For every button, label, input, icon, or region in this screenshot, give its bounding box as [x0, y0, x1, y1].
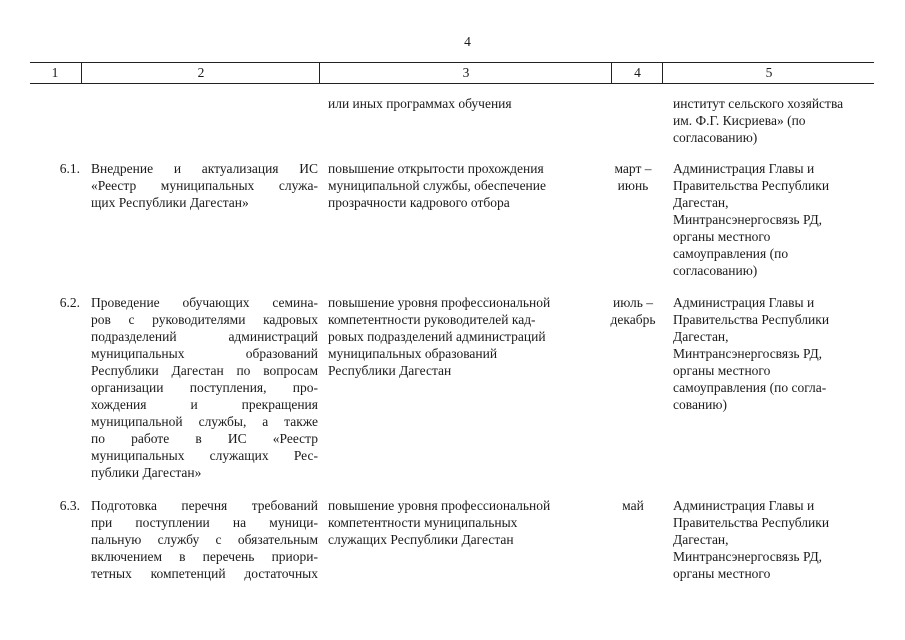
text-line: повышение открытости прохождения [328, 161, 544, 176]
text-line: повышение уровня профессиональной [328, 295, 551, 310]
text-line: организации поступления, про- [91, 380, 318, 395]
text-line: сованию) [673, 397, 727, 412]
text-line: Правительства Республики [673, 178, 830, 193]
text-line: щих Республики Дагестан» [91, 195, 249, 210]
page-number: 4 [464, 34, 471, 49]
text-line: муниципальных образований [328, 346, 498, 361]
text-line: самоуправления (по согла- [673, 380, 827, 395]
text-line: компетентности руководителей кад- [328, 312, 536, 327]
text-line: Подготовка перечня требований [91, 498, 318, 513]
row-term [597, 160, 669, 194]
text-line: включением в перечень приори- [91, 549, 318, 564]
text-line: согласованию) [673, 263, 758, 278]
row-term [597, 294, 669, 328]
text-line: май [622, 498, 644, 513]
text-line: пальную службу с обязательным [91, 532, 318, 547]
text-line: институт сельского хозяйства [673, 96, 844, 111]
text-line: хождения и прекращения [91, 397, 318, 412]
text-line: прозрачности кадрового отбора [328, 195, 510, 210]
header-col-3: 3 [319, 63, 612, 83]
row-goal [328, 497, 590, 548]
text-line: Проведение обучающих семина- [91, 295, 318, 310]
header-col-5: 5 [662, 63, 875, 83]
text-line: Дагестан, [673, 195, 729, 210]
text-line: повышение уровня профессиональной [328, 498, 551, 513]
text-line: Администрация Главы и [673, 161, 815, 176]
text-line: органы местного [673, 363, 771, 378]
text-line: Минтрансэнергосвязь РД, [673, 346, 823, 361]
row-number: 6.3. [59, 498, 80, 513]
text-line: им. Ф.Г. Кисриева» (по [673, 113, 806, 128]
text-line: органы местного [673, 229, 771, 244]
text-line: июнь [617, 178, 649, 193]
row-goal [328, 160, 590, 211]
header-col-4: 4 [611, 63, 663, 83]
text-line: муниципальной службы, а также [91, 414, 318, 429]
row-goal [328, 294, 590, 379]
row-number: 6.1. [59, 161, 80, 176]
text-line: публики Дагестан» [91, 465, 202, 480]
row-name [91, 160, 318, 211]
text-line: декабрь [610, 312, 656, 327]
text-line: «Реестр муниципальных служа- [91, 178, 318, 193]
row-term [597, 497, 669, 514]
text-line: ров с руководителями кадровых [91, 312, 318, 327]
text-line: служащих Республики Дагестан [328, 532, 514, 547]
text-line: Внедрение и актуализация ИС [91, 161, 318, 176]
text-line: согласованию) [673, 130, 758, 145]
table-header [30, 62, 874, 84]
row-responsible [673, 497, 873, 582]
continuation-responsible [673, 95, 873, 146]
text-line: или иных программах обучения [328, 96, 512, 111]
continuation-goal [328, 95, 590, 112]
row-number: 6.2. [59, 295, 80, 310]
text-line: самоуправления (по [673, 246, 789, 261]
text-line: муниципальных служащих Рес- [91, 448, 318, 463]
text-line: компетентности муниципальных [328, 515, 518, 530]
text-line: Администрация Главы и [673, 295, 815, 310]
text-line: июль – [613, 295, 653, 310]
text-line: Минтрансэнергосвязь РД, [673, 549, 823, 564]
text-line: тетных компетенций достаточных [91, 566, 318, 581]
row-responsible [673, 160, 873, 279]
text-line: по работе в ИС «Реестр [91, 431, 318, 446]
text-line: муниципальной службы, обеспечение [328, 178, 546, 193]
text-line: Дагестан, [673, 532, 729, 547]
text-line: муниципальных образований [91, 346, 318, 361]
header-col-2: 2 [81, 63, 320, 83]
text-line: Правительства Республики [673, 515, 830, 530]
text-line: ровых подразделений администраций [328, 329, 546, 344]
text-line: Республики Дагестан по вопросам [91, 363, 318, 378]
header-col-1: 1 [51, 65, 59, 80]
text-line: Администрация Главы и [673, 498, 815, 513]
text-line: подразделений администраций [91, 329, 318, 344]
text-line: при поступлении на муници- [91, 515, 318, 530]
text-line: Минтрансэнергосвязь РД, [673, 212, 823, 227]
text-line: Дагестан, [673, 329, 729, 344]
text-line: Правительства Республики [673, 312, 830, 327]
row-name [91, 294, 318, 481]
row-name [91, 497, 318, 582]
text-line: март – [614, 161, 652, 176]
text-line: Республики Дагестан [328, 363, 452, 378]
row-responsible [673, 294, 873, 413]
text-line: органы местного [673, 566, 771, 581]
